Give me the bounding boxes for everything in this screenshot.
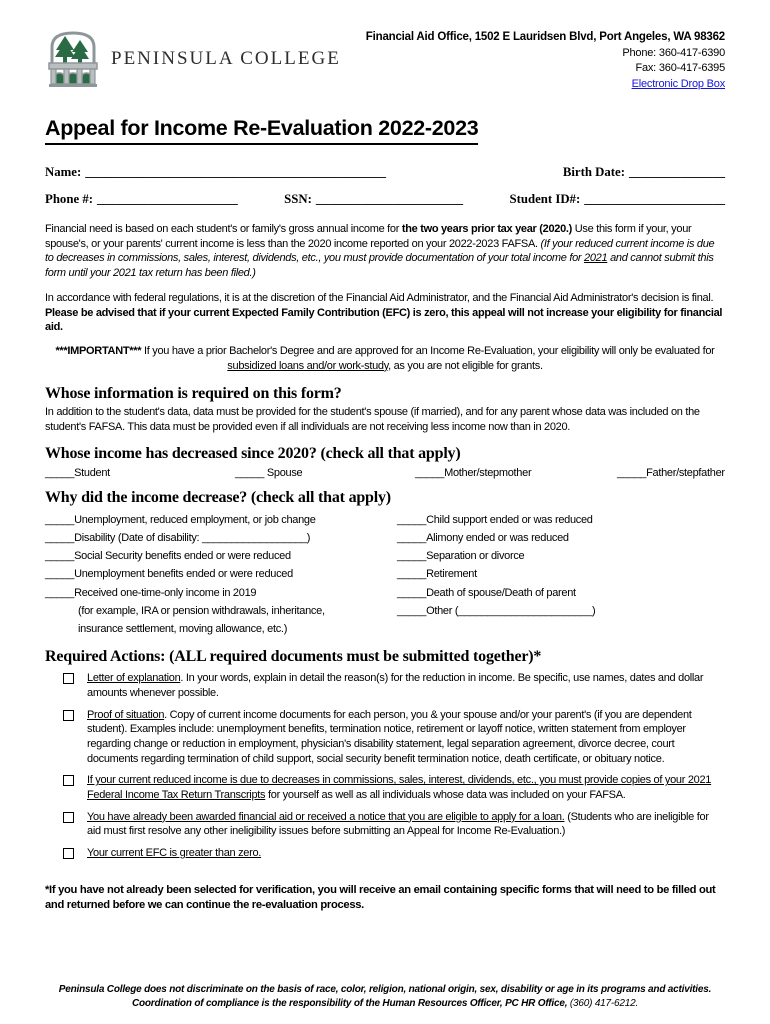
student-id-label: Student ID#: <box>509 192 581 206</box>
college-logo-icon <box>45 30 101 88</box>
office-address: Financial Aid Office, 1502 E Lauridsen Blvd, Port Angeles, WA 98362 <box>365 31 725 43</box>
contact-row <box>45 192 725 207</box>
required-item-text: (Students who are ineligible for aid must first resolve any other ineligibility issues before submitting an Appeal for Income Re-Evaluation.) <box>87 810 709 838</box>
required-item-underlined: Letter of explanation <box>87 672 181 685</box>
intro-underlined-year: 2021 <box>584 252 608 265</box>
office-fax: Fax: 360-417-6395 <box>635 62 725 74</box>
required-item-underlined: You have already been awarded financial aid or received a notice that you are eligible to apply for a loan. <box>87 810 565 823</box>
required-item-transcripts <box>45 773 725 802</box>
intro-italic-text: (If your reduced current income is due to decreases in commissions, sales, interest, dividends, etc., you must provide documentation of your total income for <box>45 237 715 265</box>
reason-unemployment-benefits: _____Unemployment benefits ended or were reduced <box>45 568 293 581</box>
footer-statement: Peninsula College does not discriminate on the basis of race, color, religion, national origin, sex, disability or age in its programs and activities. Coordination of compliance is the responsibility of the Human Resources Officer, PC HR Office, <box>58 984 712 1009</box>
name-field <box>45 165 386 180</box>
important-note <box>45 344 725 373</box>
ssn-field <box>284 192 463 207</box>
phone-field <box>45 192 238 207</box>
option-father: _____Father/stepfather <box>617 466 725 479</box>
checkbox-icon[interactable] <box>63 673 74 684</box>
intro-paragraph <box>45 222 725 281</box>
name-label: Name: <box>45 165 82 179</box>
reason-disability: _____Disability (Date of disability: __________________) <box>45 531 311 544</box>
student-id-blank: ______________________ <box>584 192 725 206</box>
reason-other: _____Other (_______________________) <box>397 604 596 617</box>
option-student: _____Student <box>45 466 110 479</box>
reason-child-support: _____Child support ended or was reduced <box>397 513 593 526</box>
checkbox-icon[interactable] <box>63 775 74 786</box>
reason-one-time-income: _____Received one-time-only income in 2019 <box>45 586 257 599</box>
ssn-label: SSN: <box>284 192 312 206</box>
office-phone: Phone: 360-417-6390 <box>622 46 725 59</box>
verification-footnote: *If you have not already been selected for verification, you will receive an email containing specific forms that will need to be filled out and returned before we can continue the re-evaluation process. <box>45 883 716 912</box>
ssn-blank: _______________________ <box>315 192 464 206</box>
why-decrease-left-column <box>45 511 397 638</box>
required-item-proof <box>45 708 725 767</box>
reason-separation: _____Separation or divorce <box>397 550 525 563</box>
student-id-field <box>509 192 725 207</box>
required-actions-heading: Required Actions: (ALL required documents must be submitted together)* <box>45 648 542 666</box>
important-text-2: , as you are not eligible for grants. <box>388 359 543 372</box>
important-text: If you have a prior Bachelor's Degree and are approved for an Income Re-Evaluation, your eligibility will only be evaluated for <box>141 344 715 357</box>
reason-one-time-income-cont: (for example, IRA or pension withdrawals, inheritance, <box>78 604 325 617</box>
required-item-underlined: Your current EFC is greater than zero. <box>87 847 262 860</box>
checkbox-icon[interactable] <box>63 710 74 721</box>
option-spouse: _____ Spouse <box>235 466 303 479</box>
required-item-efc <box>45 846 725 861</box>
required-item-awarded <box>45 810 725 839</box>
required-actions-list <box>45 671 725 861</box>
why-decrease-heading: Why did the income decrease? (check all that apply) <box>45 488 391 506</box>
reason-unemployment: _____Unemployment, reduced employment, or job change <box>45 513 316 526</box>
birth-date-blank: _______________ <box>629 165 725 179</box>
electronic-drop-box-link[interactable]: Electronic Drop Box <box>631 77 725 90</box>
checkbox-icon[interactable] <box>63 848 74 859</box>
name-row <box>45 165 725 180</box>
important-underlined: subsidized loans and/or work-study <box>227 359 389 372</box>
option-mother: _____Mother/stepmother <box>415 466 532 479</box>
name-blank: _______________________________________________ <box>85 165 386 179</box>
page-header <box>45 30 725 92</box>
why-decrease-right-column <box>397 511 725 638</box>
whose-decreased-options <box>45 467 725 479</box>
nondiscrimination-footer <box>55 983 715 1010</box>
important-label: ***IMPORTANT*** <box>55 344 142 357</box>
intro-bold-text: the two years prior tax year (2020.) <box>401 223 573 235</box>
footer-phone: (360) 417-6212. <box>567 997 639 1009</box>
college-brand <box>45 30 341 88</box>
intro-italic-text-2: and cannot submit this form until your 2021 tax return has been filed.) <box>45 252 714 280</box>
whose-info-heading: Whose information is required on this form? <box>45 385 342 403</box>
required-item-underlined: Proof of situation <box>87 708 165 721</box>
reason-alimony: _____Alimony ended or was reduced <box>397 531 569 544</box>
reason-one-time-income-cont-2: insurance settlement, moving allowance, etc.) <box>78 622 288 635</box>
contact-block <box>366 30 725 92</box>
form-title: Appeal for Income Re-Evaluation 2022-2023 <box>45 116 725 145</box>
required-item-letter <box>45 671 725 700</box>
reason-retirement: _____Retirement <box>397 568 477 581</box>
whose-info-body: In addition to the student's data, data must be provided for the student's spouse (if married), and for any parent whose data was included on the student's FAFSA. This data must be provided even if all individuals are not receiving less income now than in 2020. <box>45 406 700 434</box>
whose-decreased-heading: Whose income has decreased since 2020? (check all that apply) <box>45 444 461 462</box>
reason-social-security: _____Social Security benefits ended or were reduced <box>45 550 291 563</box>
efc-warning-bold: Please be advised that if your current Expected Family Contribution (EFC) is zero, this appeal will not increase your eligibility for financial aid. <box>45 306 723 334</box>
birth-date-field <box>563 165 725 180</box>
college-name: PENINSULA COLLEGE <box>111 48 341 69</box>
required-item-underlined: If your current reduced income is due to decreases in commissions, sales, interest, dividends, etc., you must provide copies of your 2021 Federal Income Tax Return Transcripts <box>87 774 712 802</box>
regulations-text: In accordance with federal regulations, it is at the discretion of the Financial Aid Administrator, and the Financial Aid Administrator's decision is final. <box>45 291 714 304</box>
birth-date-label: Birth Date: <box>562 165 626 179</box>
checkbox-icon[interactable] <box>63 812 74 823</box>
intro-text: Financial need is based on each student's or family's gross annual income for <box>45 223 402 235</box>
intro-text-2: Use this form if your, your spouse's, or your parents' current income is less than the 2020 income reported on your 2022-2023 FAFSA. <box>45 223 692 250</box>
phone-label: Phone #: <box>45 192 93 206</box>
reason-death: _____Death of spouse/Death of parent <box>397 586 576 599</box>
phone-blank: ______________________ <box>97 192 238 206</box>
required-item-text: . In your words, explain in detail the reason(s) for the reduction in income. Be specific, use names, dates and dollar amounts whenever possible. <box>87 672 704 699</box>
why-decrease-list <box>45 511 725 638</box>
required-item-text: for yourself as well as all individuals whose data was included on your FAFSA. <box>265 789 626 802</box>
regulations-paragraph <box>45 291 725 335</box>
required-item-text: . Copy of current income documents for each person, you & your spouse and/or your parent's (if you are dependent student). Examples include: unemployment benefits, termination notice, retirement or layoff notice, written statement from employer regarding change or reduction in employment, physician's disability statement, legal separation agreement, divorce decree, court documents regarding termination of child support, social security benefit termination notice, death certificate, or obituary notice. <box>87 708 692 765</box>
